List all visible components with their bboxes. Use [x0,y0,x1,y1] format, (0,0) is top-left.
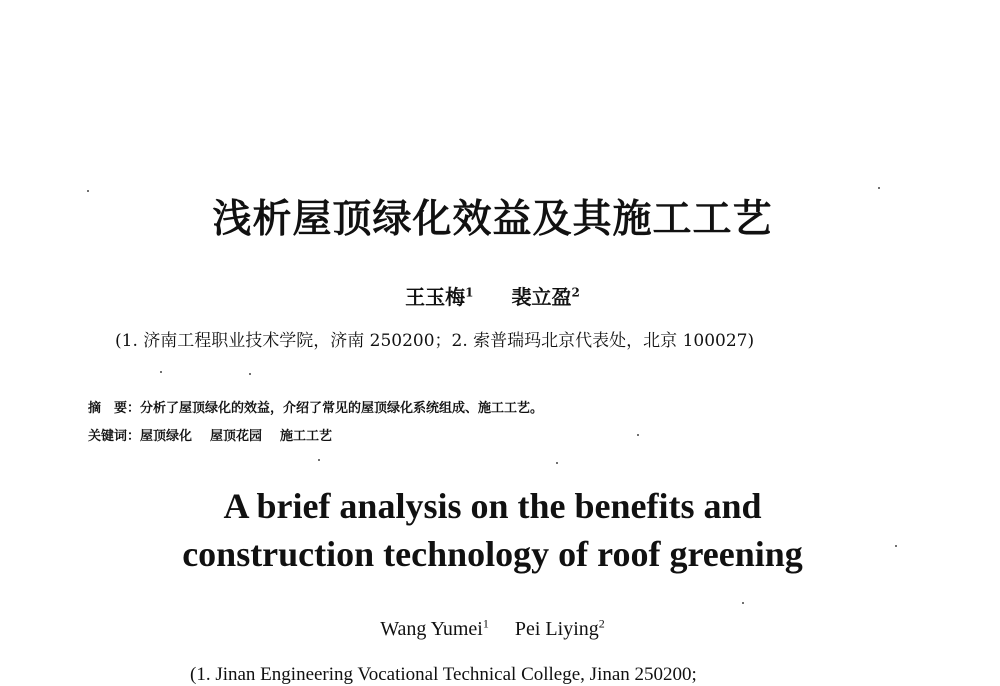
chinese-authors [0,281,985,310]
english-title [0,482,985,578]
keyword: 屋顶花园 [210,429,263,444]
scan-speck [895,545,897,547]
author-name: 王玉梅 [405,285,466,309]
keywords-label: 关键词： [88,429,141,444]
english-title-line: construction technology of roof greening [182,534,803,574]
keyword: 屋顶绿化 [140,429,193,444]
scan-speck [249,373,251,375]
author-name: 裴立盈 [511,285,572,309]
english-authors [0,618,985,641]
chinese-title: 浅析屋顶绿化效益及其施工工艺 [212,196,773,242]
chinese-abstract [88,397,543,416]
scan-speck [637,434,639,436]
author-name: Pei Liying [514,618,599,640]
author-name: Wang Yumei [380,618,483,640]
scan-speck [556,462,558,464]
keyword: 施工工艺 [280,429,333,444]
abstract-text: 分析了屋顶绿化的效益，介绍了常见的屋顶绿化系统组成、施工工艺。 [140,401,544,416]
scan-speck [318,459,320,461]
scan-speck [160,371,162,373]
english-title-line: A brief analysis on the benefits and [223,486,762,526]
english-affiliation: (1. Jinan Engineering Vocational Technical College, Jinan 250200; [190,664,697,685]
author-affiliation-mark: 1 [482,616,489,631]
scan-speck [878,187,880,189]
scan-speck [742,602,744,604]
chinese-affiliation: (1. 济南工程职业技术学院，济南 250200；2. 索普瑞玛北京代表处，北京 100027) [115,331,755,351]
author-affiliation-mark: 2 [571,285,580,300]
chinese-keywords [88,425,350,444]
author-affiliation-mark: 2 [598,616,605,631]
author-affiliation-mark: 1 [465,285,474,300]
abstract-label: 摘 要： [88,401,141,416]
scan-speck [87,190,89,192]
